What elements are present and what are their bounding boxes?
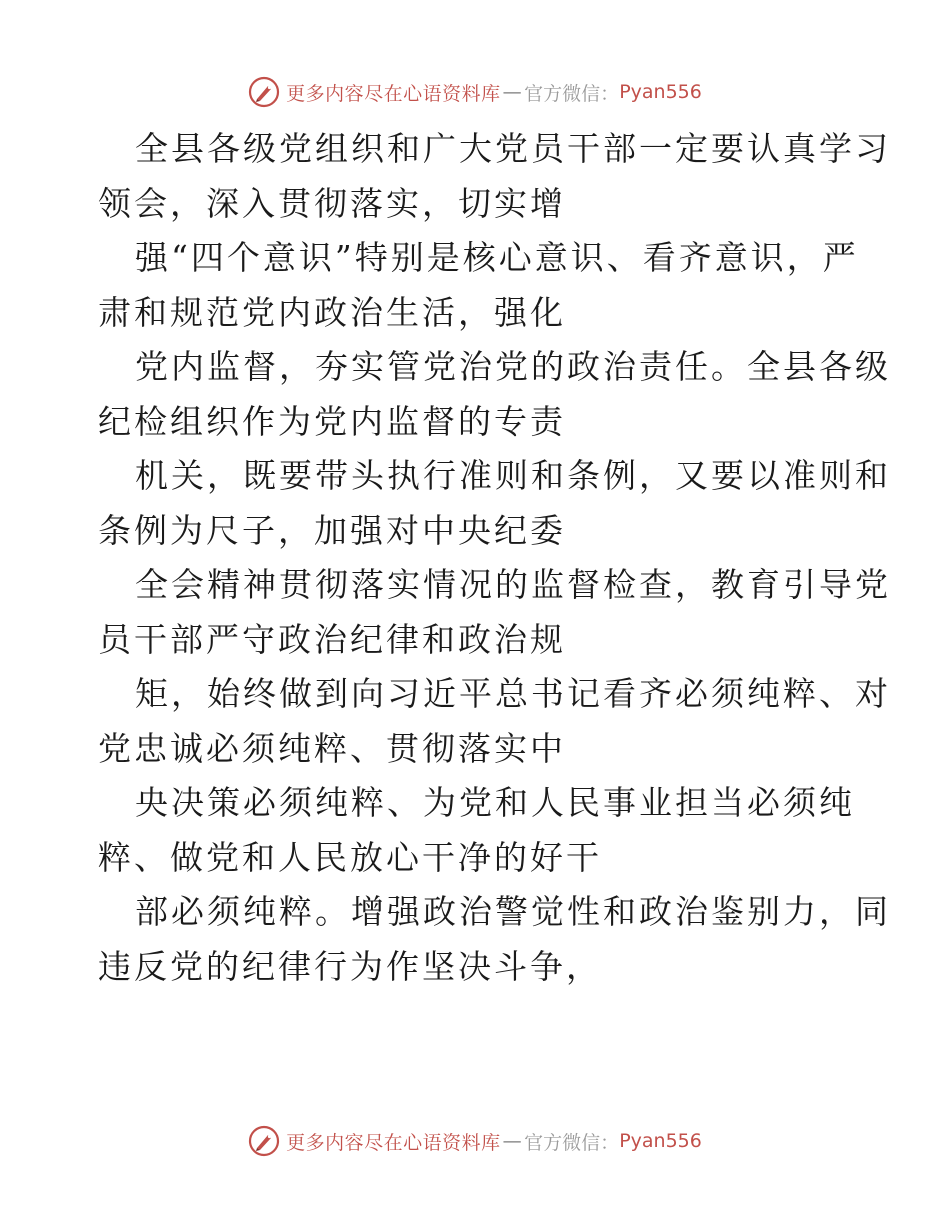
text-line: 领会，深入贯彻落实，切实增 bbox=[98, 183, 566, 223]
text-line: 党内监督，夯实管党治党的政治责任。全县各级 bbox=[135, 347, 891, 386]
watermark-text: 更多内容尽在心语资料库 bbox=[286, 1131, 501, 1154]
text-line: 条例为尺子，加强对中央纪委 bbox=[98, 510, 566, 550]
watermark-wechat-id: Pyan556 bbox=[619, 81, 702, 103]
pen-logo-icon bbox=[248, 76, 280, 108]
text-line: 肃和规范党内政治生活，强化 bbox=[98, 292, 566, 332]
text-line: 员干部严守政治纪律和政治规 bbox=[98, 619, 566, 659]
text-line: 党忠诚必须纯粹、贯彻落实中 bbox=[98, 728, 566, 768]
text-line: 全县各级党组织和广大党员干部一定要认真学习 bbox=[135, 129, 891, 168]
pen-logo-icon bbox=[248, 1125, 280, 1157]
watermark-wechat-id: Pyan556 bbox=[619, 1130, 702, 1152]
watermark-wechat-label: 官方微信： bbox=[524, 1131, 620, 1154]
footer-watermark bbox=[0, 1121, 950, 1161]
watermark-dash: — bbox=[502, 81, 523, 103]
text-line: 机关，既要带头执行准则和条例，又要以准则和 bbox=[135, 456, 891, 495]
text-line: 央决策必须纯粹、为党和人民事业担当必须纯 bbox=[135, 783, 855, 822]
text-line: 强“四个意识”特别是核心意识、看齐意识，严 bbox=[135, 238, 859, 277]
text-line: 部必须纯粹。增强政治警觉性和政治鉴别力，同 bbox=[135, 892, 891, 931]
header-watermark bbox=[0, 72, 950, 112]
watermark-wechat-label: 官方微信： bbox=[524, 82, 620, 105]
watermark-dash: — bbox=[502, 1130, 523, 1152]
text-line: 违反党的纪律行为作坚决斗争， bbox=[98, 946, 602, 986]
text-line: 矩，始终做到向习近平总书记看齐必须纯粹、对 bbox=[135, 674, 891, 713]
watermark-text: 更多内容尽在心语资料库 bbox=[286, 82, 501, 105]
text-line: 粹、做党和人民放心干净的好干 bbox=[98, 837, 602, 877]
text-line: 全会精神贯彻落实情况的监督检查，教育引导党 bbox=[135, 565, 891, 604]
text-line: 纪检组织作为党内监督的专责 bbox=[98, 401, 566, 441]
document-body bbox=[98, 122, 891, 994]
